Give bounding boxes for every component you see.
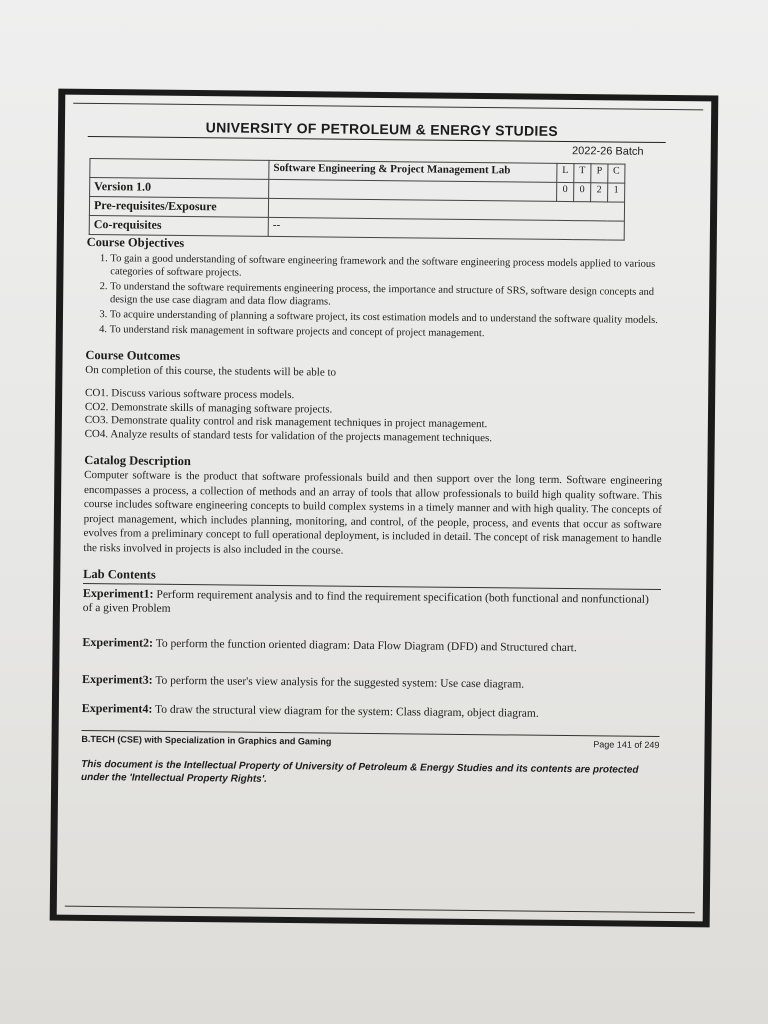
experiment-label: Experiment1: <box>82 585 154 601</box>
outcome-item: CO2. Demonstrate skills of managing software projects. <box>84 400 333 416</box>
experiment-text: To perform the user's view analysis for the suggested system: Use case diagram. <box>155 674 525 691</box>
experiment-label: Experiment3: <box>81 671 153 687</box>
objective-item: 2. To understand the software requirements engineering process, the importance and structure of SRS, software design concepts and design the use case diagram and data flow diagrams. <box>110 280 664 312</box>
prerequisites-label: Pre-requisites/Exposure <box>89 197 268 218</box>
experiment-label: Experiment4: <box>81 700 153 716</box>
outcomes-list <box>85 387 664 447</box>
program-label: B.TECH (CSE) with Specialization in Graphics and Gaming <box>81 733 332 747</box>
course-name: Software Engineering & Project Management Lab <box>269 160 557 182</box>
footer <box>81 734 659 750</box>
experiment-text: To perform the function oriented diagram: Data Flow Diagram (DFD) and Structured chart. <box>155 637 577 655</box>
outcomes-intro: On completion of this course, the students will be able to <box>85 363 337 379</box>
ltpc-header-t: T <box>574 164 591 183</box>
objective-item: 4. To understand risk management in software projects and concept of project management. <box>110 323 664 342</box>
lab-heading: Lab Contents <box>83 566 156 582</box>
experiment-3 <box>82 672 660 693</box>
experiment-text: To draw the structural view diagram for the system: Class diagram, object diagram. <box>154 703 539 720</box>
corequisites-label: Co-requisites <box>89 216 268 237</box>
outcomes-heading: Course Outcomes <box>85 347 181 363</box>
university-title: UNIVERSITY OF PETROLEUM & ENERGY STUDIES <box>205 119 558 139</box>
course-info-table <box>89 158 626 241</box>
table-blank-cell <box>90 159 269 180</box>
catalog-heading: Catalog Description <box>84 452 191 469</box>
objectives-list <box>86 252 665 342</box>
experiment-2 <box>82 635 660 656</box>
ltpc-value-p: 2 <box>591 183 608 202</box>
version-label: Version 1.0 <box>90 178 269 199</box>
objectives-heading: Course Objectives <box>86 234 185 251</box>
ltpc-value-c: 1 <box>608 183 625 202</box>
page-number: Page 141 of 249 <box>593 739 660 751</box>
ltpc-value-t: 0 <box>574 183 591 202</box>
batch-label: 2022-26 Batch <box>571 145 644 158</box>
outcome-item: CO4. Analyze results of standard tests for validation of the projects management techniques. <box>84 427 493 444</box>
ltpc-value-l: 0 <box>557 182 574 201</box>
objective-item: 3. To acquire understanding of planning a software project, its cost estimation models and to understand the software quality models. <box>110 308 664 327</box>
experiment-label: Experiment2: <box>82 634 154 650</box>
objective-item: 1. To gain a good understanding of software engineering framework and the software engineering process models applied to various categories of software projects. <box>110 252 664 284</box>
catalog-text: Computer software is the product that software professionals build and then support over the long term. Software engineering encompasses a process, a collection of methods and an array of tools that allow professionals to build high quality software. This course includes software engineering concepts to build complex systems in a timely manner and with high quality. The concepts of project management, which includes planning, monitoring, and control, of the people, process, and events that occur as software evolves from a preliminary concept to full operational deployment, is included in detail. The concept of risk management to handle the risks involved in projects is also included in the course. <box>83 468 663 557</box>
experiment-text: Perform requirement analysis and to find the requirement specification (both functional and nonfunctional) of a given Problem <box>82 588 649 615</box>
experiment-4 <box>82 701 660 722</box>
ltpc-header-l: L <box>557 163 574 182</box>
experiment-1 <box>83 586 661 621</box>
ip-notice: This document is the Intellectual Property of University of Petroleum & Energy Studies and its contents are protected under the 'Intellectual Property Rights'. <box>80 758 639 785</box>
document-content <box>81 110 666 790</box>
ltpc-header-c: C <box>608 164 625 183</box>
outcome-item: CO1. Discuss various software process models. <box>84 386 295 402</box>
corequisites-value: -- <box>268 217 624 240</box>
ltpc-header-p: P <box>591 164 608 183</box>
outcome-item: CO3. Demonstrate quality control and risk management techniques in project management. <box>84 413 488 431</box>
